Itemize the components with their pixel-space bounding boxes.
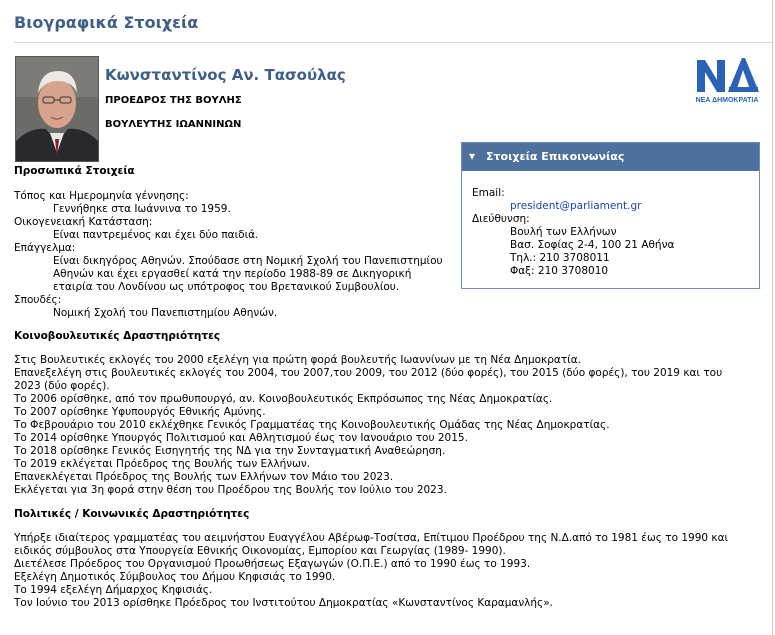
profile-photo bbox=[15, 56, 99, 162]
title-divider bbox=[14, 42, 772, 43]
political-line: Υπήρξε ιδιαίτερος γραμματέας του αειμνήστου Ευαγγέλου Αβέρωφ-Τοσίτσα, Επίτιμου Προέδρου της Ν.Δ.από το 1981 έως το 1990 και bbox=[14, 532, 729, 544]
caret-icon: ▾ bbox=[469, 149, 476, 163]
address-label: Διεύθυνση: bbox=[472, 213, 530, 225]
address-line: Βασ. Σοφίας 2-4, 100 21 Αθήνα bbox=[510, 239, 675, 251]
phone-number: Τηλ.: 210 3708011 bbox=[510, 252, 610, 264]
parliamentary-line: Επανεκλέγεται Πρόεδρος της Βουλής των Ελλήνων τον Μάιο του 2023. bbox=[14, 471, 394, 483]
constituency-title: ΒΟΥΛΕΥΤΗΣ ΙΩΑΝΝΙΝΩΝ bbox=[105, 119, 242, 130]
occupation-line: Αθηνών και έχει εργασθεί κατά την περίοδο 1988-89 σε Δικηγορική bbox=[53, 268, 412, 280]
birth-label: Τόπος και Ημερομηνία γέννησης: bbox=[14, 190, 189, 202]
parliamentary-line: Εκλέγεται για 3η φορά στην θέση του Προέδρου της Βουλής τον Ιούλιο του 2023. bbox=[14, 484, 447, 496]
political-line: Εξελέγη Δημοτικός Σύμβουλος του Δήμου Κηφισιάς το 1990. bbox=[14, 571, 336, 583]
party-logo-caption: ΝΕΑ ΔΗΜΟΚΡΑΤΙΑ bbox=[695, 97, 759, 104]
parliamentary-line: Το Φεβρουάριο του 2010 εκλέχθηκε Γενικός Γραμματέας της Κοινοβουλευτικής Ομάδας της Νέας Δημοκρατίας. bbox=[14, 419, 610, 431]
parliamentary-section-heading: Κοινοβουλευτικές Δραστηριότητες bbox=[14, 330, 221, 342]
contact-panel-title: Στοιχεία Επικοινωνίας bbox=[486, 150, 625, 163]
parliamentary-line: 2023 (δύο φορές). bbox=[14, 380, 110, 392]
address-line: Βουλή των Ελλήνων bbox=[510, 226, 617, 238]
parliamentary-line: Το 2019 εκλέγεται Πρόεδρος της Βουλής των Ελλήνων. bbox=[14, 458, 311, 470]
email-link[interactable]: president@parliament.gr bbox=[510, 200, 642, 212]
contact-panel-header bbox=[462, 143, 759, 171]
studies-value: Νομική Σχολή του Πανεπιστημίου Αθηνών. bbox=[53, 307, 278, 319]
personal-section-heading: Προσωπικά Στοιχεία bbox=[14, 165, 135, 177]
family-label: Οικογενειακή Κατάσταση: bbox=[14, 216, 153, 228]
occupation-label: Επάγγελμα: bbox=[14, 242, 76, 254]
position-title: ΠΡΟΕΔΡΟΣ ΤΗΣ ΒΟΥΛΗΣ bbox=[105, 95, 242, 106]
nd-logo-icon bbox=[693, 54, 761, 104]
family-value: Είναι παντρεμένος και έχει δύο παιδιά. bbox=[53, 229, 259, 241]
political-line: Διετέλεσε Πρόεδρος του Οργανισμού Προωθήσεως Εξαγωγών (Ο.Π.Ε.) από το 1990 έως το 1993. bbox=[14, 558, 531, 570]
fax-number: Φαξ: 210 3708010 bbox=[510, 265, 609, 277]
parliamentary-line: Το 2018 ορίσθηκε Γενικός Εισηγητής της ΝΔ για την Συνταγματική Αναθεώρηση. bbox=[14, 445, 446, 457]
parliamentary-line: Το 2014 ορίσθηκε Υπουργός Πολιτισμού και Αθλητισμού έως τον Ιανουάριο του 2015. bbox=[14, 432, 468, 444]
political-line: Το 1994 εξελέγη Δήμαρχος Κηφισιάς. bbox=[14, 584, 213, 596]
person-name: Κωνσταντίνος Αν. Τασούλας bbox=[105, 66, 346, 84]
parliamentary-line: Το 2006 ορίσθηκε, από τον πρωθυπουργό, αν. Κοινοβουλευτικός Εκπρόσωπος της Νέας Δημοκρατίας. bbox=[14, 393, 553, 405]
occupation-line: Είναι δικηγόρος Αθηνών. Σπούδασε στη Νομική Σχολή του Πανεπιστημίου bbox=[53, 255, 443, 267]
parliamentary-line: Το 2007 ορίσθηκε Υφυπουργός Εθνικής Αμύνης. bbox=[14, 406, 266, 418]
page-title: Βιογραφικά Στοιχεία bbox=[14, 13, 199, 32]
contact-panel bbox=[461, 142, 760, 289]
parliamentary-line: Επανεξελέγη στις βουλευτικές εκλογές του 2004, του 2007,του 2009, του 2012 (δύο φορές), του 2015 (δύο φορές), του 2019 και του bbox=[14, 367, 723, 379]
studies-label: Σπουδές: bbox=[14, 294, 62, 306]
email-label: Email: bbox=[472, 187, 505, 199]
political-line: Τον Ιούνιο του 2013 ορίσθηκε Πρόεδρος του Ινστιτούτου Δημοκρατίας «Κωνσταντίνος Καραμανλής». bbox=[14, 597, 553, 609]
occupation-line: εταιρία του Λονδίνου ως υπότροφος του Βρετανικού Συμβουλίου. bbox=[53, 281, 400, 293]
birth-value: Γεννήθηκε στα Ιωάννινα το 1959. bbox=[53, 203, 231, 215]
political-section-heading: Πολιτικές / Κοινωνικές Δραστηριότητες bbox=[14, 508, 250, 520]
political-line: ειδικός σύμβουλος στα Υπουργεία Εθνικής Οικονομίας, Εμπορίου και Γεωργίας (1989- 1990). bbox=[14, 545, 506, 557]
page-right-border bbox=[772, 0, 773, 635]
parliamentary-line: Στις Βουλευτικές εκλογές του 2000 εξελέγη για πρώτη φορά βουλευτής Ιωαννίνων με τη Νέα Δημοκρατία. bbox=[14, 354, 581, 366]
portrait-image bbox=[16, 57, 98, 161]
party-logo bbox=[693, 54, 761, 104]
